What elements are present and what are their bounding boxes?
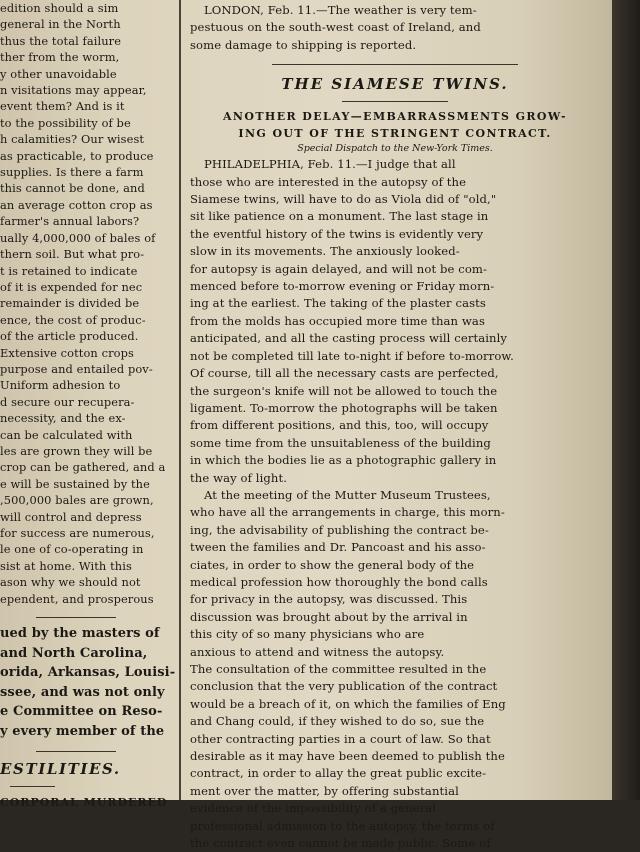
text-line: can be calculated with — [0, 427, 133, 442]
text-line: would be a breach of it, on which the families of Eng — [190, 696, 506, 711]
article-headline — [190, 108, 600, 142]
text-line: y every member of the — [0, 723, 165, 739]
text-line: and North Carolina, — [0, 645, 148, 661]
text-line: ependent, and prosperous — [0, 591, 154, 606]
text-line: t is retained to indicate — [0, 263, 138, 278]
text-line: other contracting parties in a court of law. So that — [190, 731, 491, 746]
text-line: this city of so many physicians who are — [190, 627, 425, 642]
text-line: thern soil. But what pro- — [0, 247, 145, 262]
text-line: slow in its movements. The anxiously looked- — [190, 244, 460, 259]
text-line: thus the total failure — [0, 33, 122, 48]
text-line: evidence of the impossibility of a general — [190, 801, 437, 816]
text-line: who have all the arrangements in charge, this morn- — [190, 505, 505, 520]
text-line: Uniform adhesion to — [0, 378, 121, 393]
text-line: ason why we should not — [0, 575, 141, 590]
text-line: sit like patience on a monument. The last stage in — [190, 209, 489, 224]
text-line: necessity, and the ex- — [0, 411, 126, 426]
text-line: in which the bodies lie as a photographic gallery in — [190, 453, 497, 468]
text-line: from different positions, and this, too, will occupy — [190, 418, 489, 433]
text-line: h calamities? Our wisest — [0, 132, 145, 147]
text-line: not be completed till late to-night if before to-morrow. — [190, 348, 514, 363]
text-line: Of course, till all the necessary casts are perfected, — [190, 366, 499, 381]
text-line: discussion was brought about by the arrival in — [190, 609, 468, 624]
text-line: ued by the masters of — [0, 626, 160, 642]
text-line: e Committee on Reso- — [0, 704, 163, 720]
article-paragraph-2 — [190, 487, 600, 852]
text-line: ciates, in order to show the general body of the — [190, 557, 475, 572]
left-article-text — [0, 0, 174, 607]
text-line: for autopsy is again delayed, and will not be com- — [190, 261, 488, 276]
text-line: for success are numerous, — [0, 526, 155, 540]
text-line: edition should a sim — [0, 1, 119, 15]
text-line: ment over the matter, by offering substantial — [190, 783, 459, 798]
text-line: remainder is divided be — [0, 296, 140, 311]
dispatch-credit: Special Dispatch to the New-York Times. — [297, 143, 493, 155]
text-line: supplies. Is there a farm — [0, 165, 144, 180]
text-line: anxious to attend and witness the autopsy. — [190, 644, 445, 659]
text-line: farmer's annual labors? — [0, 214, 140, 229]
text-line: tween the families and Dr. Pancoast and his asso- — [190, 540, 486, 555]
text-line: y other unavoidable — [0, 66, 117, 81]
text-line: the contract even cannot be made public. Some of — [190, 836, 491, 851]
text-line: PHILADELPHIA, Feb. 11.—I judge that all — [204, 157, 456, 172]
left-section-title: ESTILITIES. — [0, 760, 121, 779]
text-line: event them? And is it — [0, 99, 125, 114]
text-line: les are grown they will be — [0, 443, 153, 458]
text-line: an average cotton crop as — [0, 197, 153, 212]
article-title: THE SIAMESE TWINS. — [281, 75, 509, 94]
text-line: Siamese twins, will have to do as Viola did of "old," — [190, 192, 497, 207]
short-rule — [10, 786, 55, 787]
article-separator — [272, 64, 518, 65]
text-line: to the possibility of be — [0, 115, 131, 130]
text-line: n visitations may appear, — [0, 83, 147, 98]
left-column — [0, 0, 176, 810]
text-line: conclusion that the very publication of the contract — [190, 679, 498, 694]
left-article-text-large — [0, 624, 174, 741]
text-line: general in the North — [0, 17, 121, 32]
text-line: from the molds has occupied more time than was — [190, 313, 485, 328]
text-line: medical profession how thoroughly the bond calls — [190, 574, 488, 589]
column-rule — [179, 0, 181, 800]
text-line: as practicable, to produce — [0, 148, 154, 163]
text-line: this cannot be done, and — [0, 181, 145, 196]
right-column — [190, 0, 600, 851]
headline-line: ANOTHER DELAY—EMBARRASSMENTS GROW- — [222, 110, 568, 124]
text-line: contract, in order to allay the great public excite- — [190, 766, 487, 781]
text-line: professional admission to the autopsy, the terms of — [190, 818, 495, 833]
text-line: orida, Arkansas, Louisi- — [0, 665, 176, 681]
page-edge-shadow — [612, 0, 640, 800]
text-line: some damage to shipping is reported. — [190, 37, 417, 52]
text-line: for privacy in the autopsy, was discussed. This — [190, 592, 468, 607]
article-paragraph-1 — [190, 156, 600, 487]
text-line: crop can be gathered, and a — [0, 460, 166, 475]
text-line: and Chang could, if they wished to do so, sue the — [190, 714, 485, 729]
text-line: sist at home. With this — [0, 558, 132, 573]
text-line: anticipated, and all the casting process will certainly — [190, 331, 508, 346]
text-line: The consultation of the committee resulted in the — [190, 662, 487, 676]
text-line: ually 4,000,000 of bales of — [0, 230, 156, 245]
text-line: the surgeon's knife will not be allowed to touch the — [190, 383, 498, 398]
section-divider-rule — [36, 751, 116, 752]
text-line: of the article produced. — [0, 329, 139, 344]
text-line: e will be sustained by the — [0, 476, 150, 491]
text-line: LONDON, Feb. 11.—The weather is very tem- — [204, 3, 477, 17]
text-line: ,500,000 bales are grown, — [0, 493, 154, 508]
london-dispatch — [190, 2, 600, 54]
text-line: some time from the unsuitableness of the building — [190, 435, 491, 450]
title-rule — [342, 101, 449, 102]
text-line: d secure our recupera- — [0, 394, 135, 409]
text-line: ssee, and was not only — [0, 684, 165, 700]
text-line: the eventful history of the twins is evidently very — [190, 226, 484, 241]
text-line: ence, the cost of produc- — [0, 312, 146, 327]
text-line: pestuous on the south-west coast of Ireland, and — [190, 20, 481, 35]
text-line: ing at the earliest. The taking of the plaster casts — [190, 296, 486, 311]
column-divider-rule — [36, 617, 116, 618]
text-line: le one of co-operating in — [0, 542, 144, 557]
text-line: will control and depress — [0, 509, 142, 524]
text-line: those who are interested in the autopsy of the — [190, 174, 467, 189]
text-line: ligament. To-morrow the photographs will be taken — [190, 400, 498, 415]
text-line: ing, the advisability of publishing the contract be- — [190, 522, 489, 537]
text-line: desirable as it may have been deemed to publish the — [190, 749, 505, 764]
text-line: At the meeting of the Mutter Museum Trustees, — [204, 487, 491, 502]
text-line: of it is expended for nec — [0, 279, 143, 294]
headline-line: ING OUT OF THE STRINGENT CONTRACT. — [238, 127, 552, 141]
text-line: the way of light. — [190, 470, 288, 485]
text-line: menced before to-morrow evening or Friday morn- — [190, 279, 495, 294]
text-line: ther from the worm, — [0, 50, 120, 65]
text-line: purpose and entailed pov- — [0, 361, 153, 376]
text-line: Extensive cotton crops — [0, 345, 134, 360]
left-section-subheading: CORPORAL MURDERED — [0, 796, 168, 810]
